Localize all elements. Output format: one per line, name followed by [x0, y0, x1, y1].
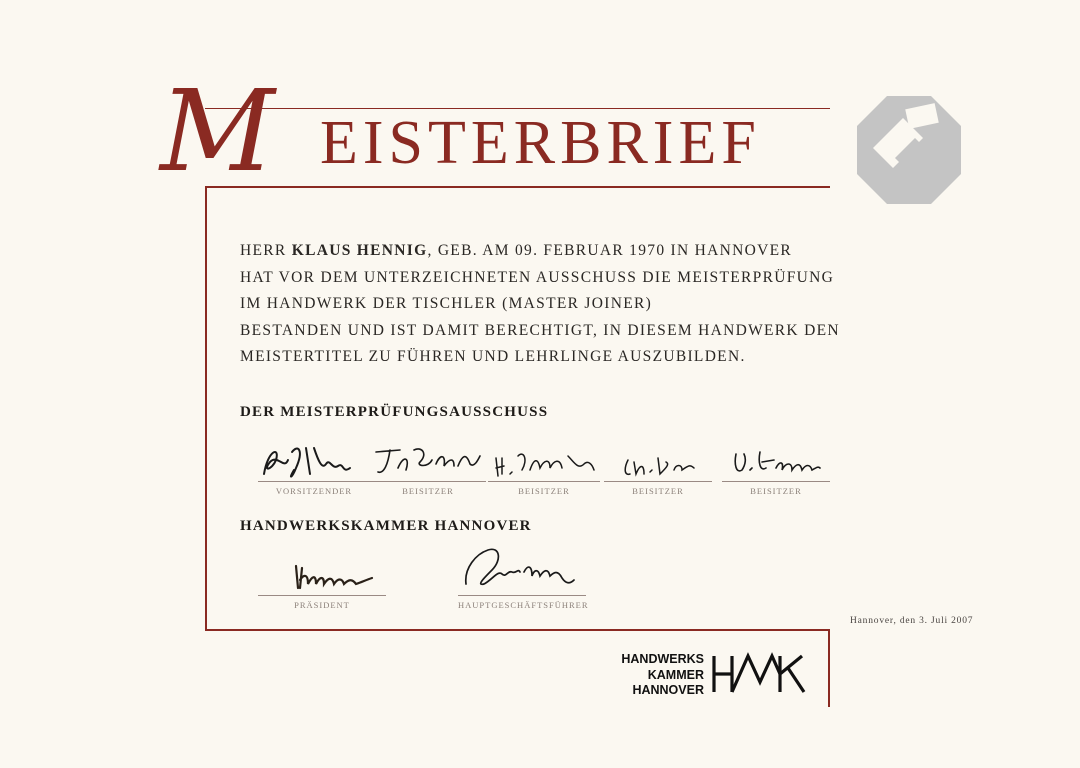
holder-name: KLAUS HENNIG [291, 242, 428, 259]
signature-role-member-1: BEISITZER [402, 486, 454, 496]
certificate-title [160, 67, 840, 197]
signature-member-2 [488, 440, 600, 484]
signature-member-3 [604, 440, 712, 484]
signature-president [258, 554, 386, 598]
signature-block-director [458, 540, 589, 610]
hwk-logo-line-2: KAMMER [647, 667, 704, 682]
signature-block-chair [258, 440, 370, 496]
certificate-body [240, 238, 840, 371]
signature-role-member-4: BEISITZER [750, 486, 802, 496]
frame-left-rule [205, 186, 207, 630]
signature-block-member-4 [722, 440, 830, 496]
committee-heading: DER MEISTERPRÜFUNGSAUSSCHUSS [240, 404, 549, 420]
body-line-1-suffix: , GEB. AM 09. FEBRUAR 1970 IN HANNOVER [427, 242, 793, 259]
signature-block-member-3 [604, 440, 712, 496]
chamber-heading: HANDWERKSKAMMER HANNOVER [240, 518, 532, 534]
title-initial: M [160, 67, 271, 197]
frame-right-rule [828, 629, 830, 707]
frame-bottom-rule [205, 629, 829, 631]
hwk-logo-mark-icon [710, 652, 806, 696]
signature-chair [258, 440, 370, 484]
signature-block-member-1 [370, 440, 486, 496]
signature-role-president: PRÄSIDENT [294, 600, 350, 610]
body-line-4: BESTANDEN UND IST DAMIT BERECHTIGT, IN DIESEM HANDWERK DEN [240, 321, 840, 339]
body-line-2: HAT VOR DEM UNTERZEICHNETEN AUSSCHUSS DIE MEISTERPRÜFUNG [240, 268, 835, 286]
signature-member-1 [370, 440, 486, 484]
signature-role-member-2: BEISITZER [518, 486, 570, 496]
signature-member-4 [722, 440, 830, 484]
hwk-logo-line-1: HANDWERKS [621, 652, 704, 666]
body-line-1 [240, 238, 840, 265]
body-line-5: MEISTERTITEL ZU FÜHREN UND LEHRLINGE AUSZUBILDEN. [240, 348, 746, 365]
body-line-3: IM HANDWERK DER TISCHLER (MASTER JOINER) [240, 295, 653, 312]
signature-block-president [258, 554, 386, 610]
hwk-logo-line-3: HANNOVER [632, 683, 704, 697]
body-line-1-prefix: HERR [240, 242, 292, 259]
hwk-logo-text [612, 652, 704, 699]
title-text: EISTERBRIEF [320, 109, 761, 177]
signature-role-member-3: BEISITZER [632, 486, 684, 496]
signature-block-member-2 [488, 440, 600, 496]
signature-role-chair: VORSITZENDER [275, 486, 353, 496]
handwerk-emblem-icon [857, 96, 961, 204]
issue-date: Hannover, den 3. Juli 2007 [850, 616, 974, 626]
signature-director [458, 540, 586, 598]
signature-role-director: HAUPTGESCHÄFTSFÜHRER [458, 600, 589, 610]
